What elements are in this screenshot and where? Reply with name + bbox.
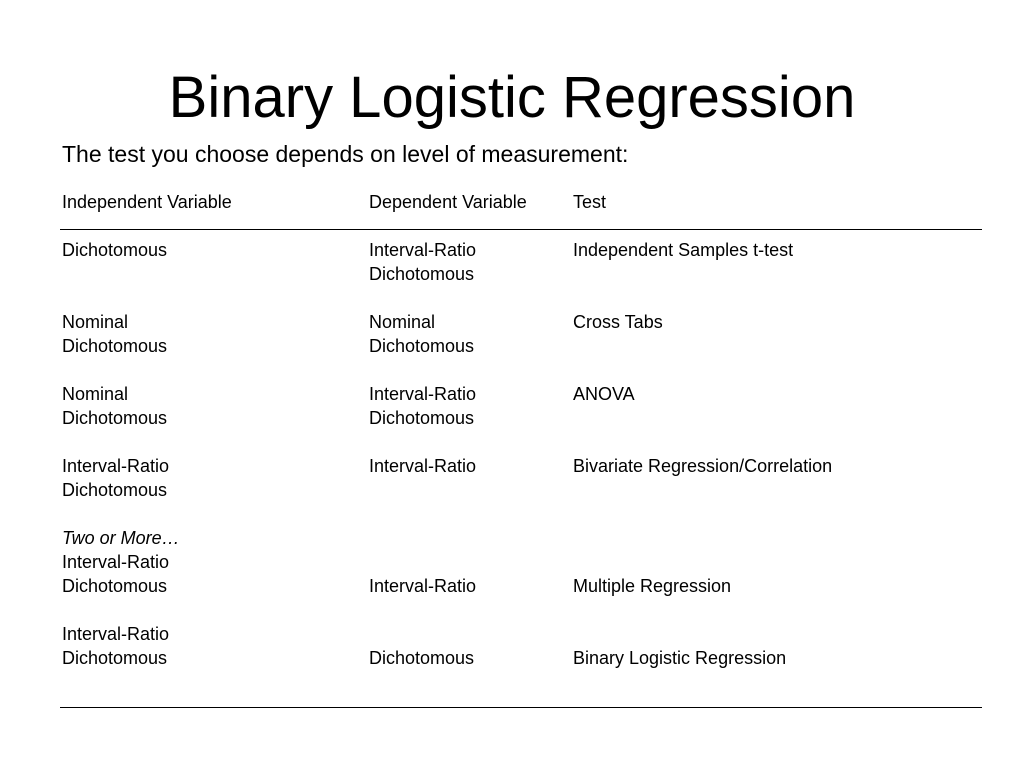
cell-text: ANOVA: [573, 384, 635, 404]
cell-text: Interval-Ratio: [62, 624, 170, 644]
cell-dependent: [369, 382, 476, 430]
cell-text: [369, 550, 476, 574]
cell-text: Dichotomous: [369, 408, 475, 428]
cell-dependent: [369, 310, 474, 358]
header-test: Test: [573, 192, 607, 212]
header-divider: [60, 229, 982, 230]
cell-text: [573, 622, 786, 646]
header-dependent-variable: Dependent Variable: [369, 192, 527, 212]
cell-text: Nominal: [62, 384, 129, 404]
cell-text: Nominal: [369, 312, 436, 332]
header-independent-variable: Independent Variable: [62, 192, 232, 212]
cell-independent: [62, 454, 169, 502]
cell-independent: [62, 622, 169, 670]
cell-independent: [62, 310, 167, 358]
cell-text: Dichotomous: [62, 408, 168, 428]
cell-text: Dichotomous: [62, 576, 168, 596]
cell-text: Interval-Ratio: [369, 576, 477, 596]
cell-text: Interval-Ratio: [62, 552, 170, 572]
cell-text: Dichotomous: [62, 336, 168, 356]
cell-text: Dichotomous: [369, 336, 475, 356]
cell-test: [573, 622, 786, 670]
page-title: Binary Logistic Regression: [168, 65, 856, 130]
table-header: [62, 190, 982, 214]
cell-text: Bivariate Regression/Correlation: [573, 456, 833, 476]
cell-independent: [62, 238, 167, 262]
cell-text: Dichotomous: [369, 648, 475, 668]
cell-test: [573, 238, 793, 262]
cell-text: Interval-Ratio: [369, 456, 477, 476]
cell-independent: [62, 382, 167, 430]
cell-text: Dichotomous: [62, 648, 168, 668]
cell-text: Interval-Ratio: [62, 456, 170, 476]
cell-text: Interval-Ratio: [369, 384, 477, 404]
subtitle: The test you choose depends on level of measurement:: [62, 141, 629, 167]
cell-dependent: [369, 550, 476, 598]
cell-note: Two or More…: [62, 528, 180, 548]
cell-text: Nominal: [62, 312, 129, 332]
cell-text: Binary Logistic Regression: [573, 648, 787, 668]
cell-text: Multiple Regression: [573, 576, 732, 596]
cell-text: [573, 550, 731, 574]
cell-test: [573, 382, 635, 406]
cell-dependent: [369, 622, 474, 670]
cell-test: [573, 454, 832, 478]
cell-text: Dichotomous: [369, 264, 475, 284]
cell-text: Dichotomous: [62, 240, 168, 260]
cell-independent: [62, 526, 180, 598]
table-bottom-divider: [60, 707, 982, 708]
cell-text: Independent Samples t-test: [573, 240, 794, 260]
cell-dependent: [369, 238, 476, 286]
cell-text: Cross Tabs: [573, 312, 663, 332]
cell-text: [369, 622, 474, 646]
cell-test: [573, 550, 731, 598]
cell-text: Dichotomous: [62, 480, 168, 500]
cell-dependent: [369, 454, 476, 478]
cell-text: Interval-Ratio: [369, 240, 477, 260]
cell-test: [573, 310, 663, 334]
